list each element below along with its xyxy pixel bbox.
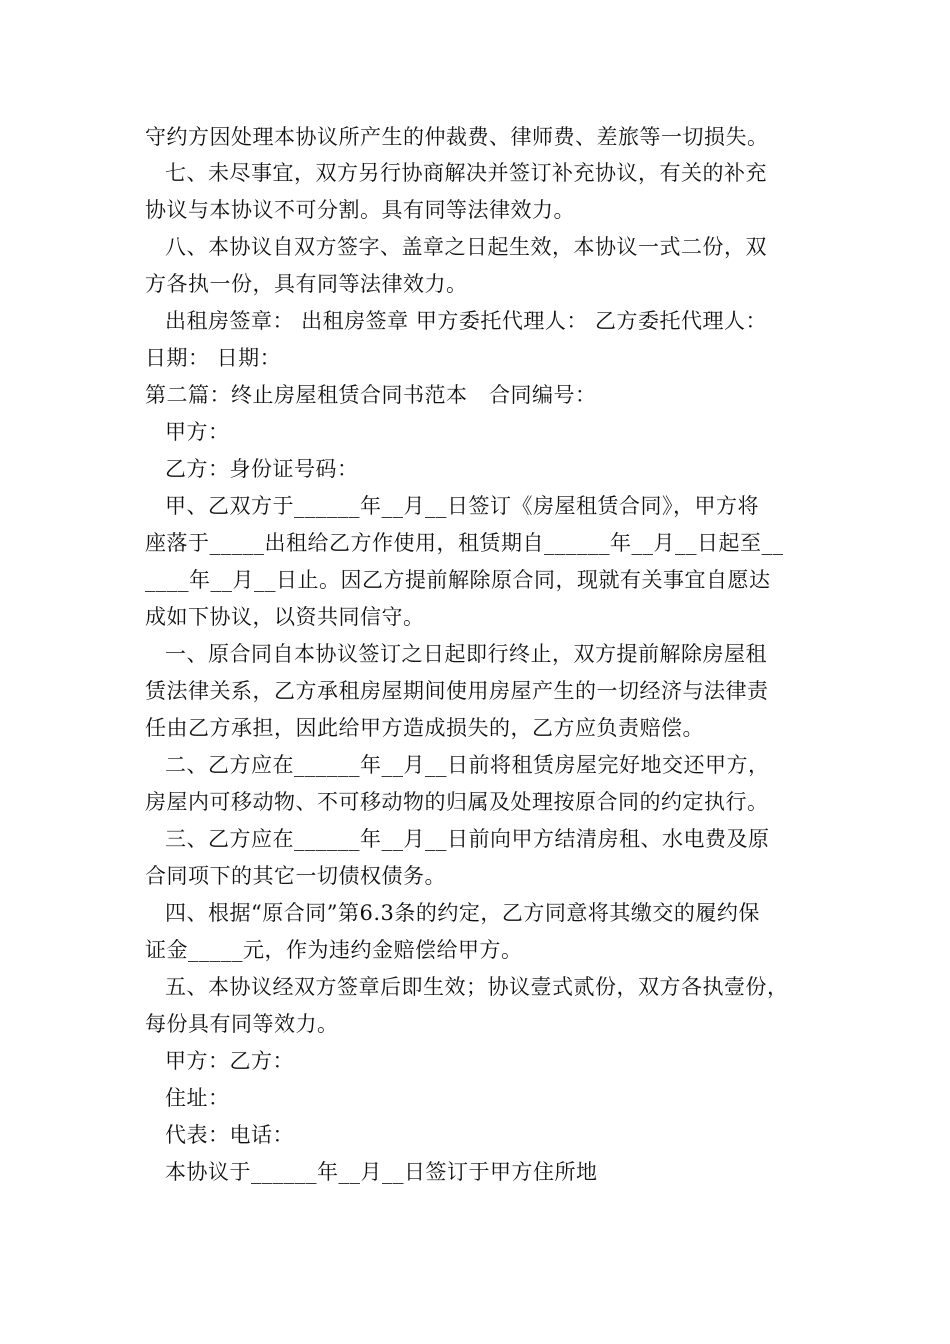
paragraph-line: 房屋内可移动物、不可移动物的归属及处理按原合同的约定执行。 bbox=[145, 790, 769, 814]
date-line: 日期： 日期： bbox=[145, 346, 282, 370]
paragraph-line: 每份具有同等效力。 bbox=[145, 1012, 339, 1036]
paragraph-line: 四、根据“原合同”第6.3条的约定，乙方同意将其缴交的履约保 bbox=[165, 901, 760, 925]
paragraph-line: 一、原合同自本协议签订之日起即行终止，双方提前解除房屋租 bbox=[165, 642, 767, 666]
paragraph-line: 二、乙方应在______年__月__日前将租赁房屋完好地交还甲方， bbox=[165, 753, 770, 777]
paragraph-line: 方各执一份，具有同等法律效力。 bbox=[145, 272, 468, 296]
paragraph-line: 赁法律关系，乙方承租房屋期间使用房屋产生的一切经济与法律责 bbox=[145, 679, 769, 703]
paragraph-line: 成如下协议，以资共同信守。 bbox=[145, 605, 425, 629]
paragraph-line: 协议与本协议不可分割。具有同等法律效力。 bbox=[145, 198, 575, 222]
party-a-line: 甲方： bbox=[165, 420, 230, 444]
paragraph-line: 七、未尽事宜，双方另行协商解决并签订补充协议，有关的补充 bbox=[165, 161, 767, 185]
party-b-line: 乙方：身份证号码： bbox=[165, 457, 359, 481]
paragraph-line: 五、本协议经双方签章后即生效；协议壹式贰份，双方各执壹份， bbox=[165, 975, 789, 999]
signing-date-line: 本协议于______年__月__日签订于甲方住所地 bbox=[165, 1160, 598, 1184]
representative-line: 代表：电话： bbox=[165, 1123, 294, 1147]
signature-line: 出租房签章： 出租房签章 甲方委托代理人： 乙方委托代理人： bbox=[165, 309, 768, 333]
paragraph-line: 座落于_____出租给乙方作使用，租赁期自______年__月__日起至__ bbox=[145, 531, 784, 555]
paragraph-line: 三、乙方应在______年__月__日前向甲方结清房租、水电费及原 bbox=[165, 827, 770, 851]
paragraph-line: 守约方因处理本协议所产生的仲裁费、律师费、差旅等一切损失。 bbox=[145, 125, 769, 149]
section-heading: 第二篇：终止房屋租赁合同书范本 合同编号： bbox=[145, 383, 597, 407]
paragraph-line: 合同项下的其它一切债权债务。 bbox=[145, 864, 446, 888]
paragraph-line: 八、本协议自双方签字、盖章之日起生效，本协议一式二份，双 bbox=[165, 235, 767, 259]
paragraph-line: 甲、乙双方于______年__月__日签订《房屋租赁合同》，甲方将 bbox=[165, 494, 759, 518]
paragraph-line: 证金_____元，作为违约金赔偿给甲方。 bbox=[145, 938, 523, 962]
party-signature-line: 甲方：乙方： bbox=[165, 1049, 294, 1073]
paragraph-line: 任由乙方承担，因此给甲方造成损失的，乙方应负责赔偿。 bbox=[145, 716, 704, 740]
address-line: 住址： bbox=[165, 1086, 230, 1110]
paragraph-line: ____年__月__日止。因乙方提前解除原合同，现就有关事宜自愿达 bbox=[145, 568, 771, 592]
